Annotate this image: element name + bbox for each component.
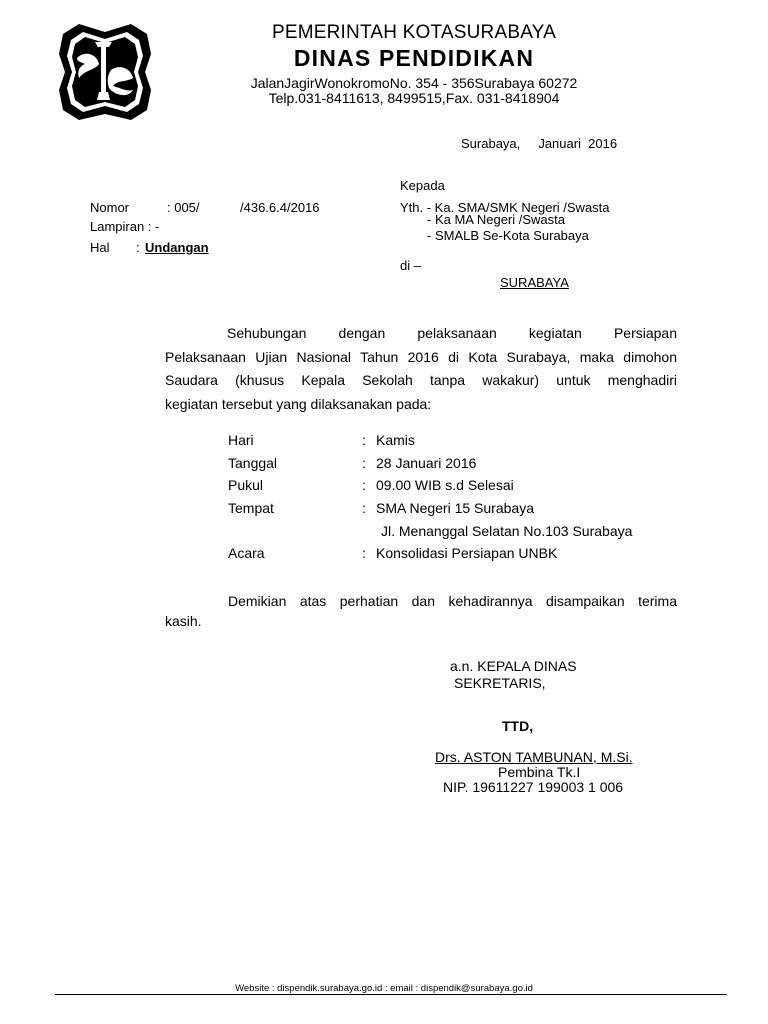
detail-value-pukul: 09.00 WIB s.d Selesai <box>376 477 514 493</box>
signature-an: a.n. KEPALA DINAS <box>450 658 577 674</box>
detail-label-tempat: Tempat <box>228 500 274 516</box>
signature-nip: NIP. 19611227 199003 1 006 <box>443 779 624 795</box>
recipient-line-1: Yth. - Ka. SMA/SMK Negeri /Swasta <box>400 200 610 215</box>
hal-label: Hal <box>90 240 110 255</box>
nomor-value: /436.6.4/2016 <box>240 200 320 215</box>
detail-value-acara: Konsolidasi Persiapan UNBK <box>376 545 558 561</box>
hal-value: Undangan <box>145 240 209 255</box>
detail-colon: : <box>362 455 366 471</box>
lampiran: Lampiran : - <box>90 219 160 234</box>
detail-colon: : <box>362 500 366 516</box>
signature-rank: Pembina Tk.I <box>498 764 581 780</box>
letter-date: Surabaya, Januari 2016 <box>461 136 618 151</box>
signature-name: Drs. ASTON TAMBUNAN, M.Si. <box>435 749 633 765</box>
body-line-2: Pelaksanaan Ujian Nasional Tahun 2016 di Kota Surabaya, maka dimohon <box>165 348 677 365</box>
body-line-3: Saudara (khusus Kepala Sekolah tanpa wakakur) untuk menghadiri <box>165 372 677 388</box>
detail-value-address: Jl. Menanggal Selatan No.103 Surabaya <box>381 523 633 539</box>
detail-label-pukul: Pukul <box>228 477 264 493</box>
letterhead-contact: Telp.031-8411613, 8499515,Fax. 031-8418904 <box>268 90 560 106</box>
nomor-prefix: : 005/ <box>167 200 200 215</box>
detail-colon: : <box>362 477 366 493</box>
letterhead-office: DINAS PENDIDIKAN <box>293 45 535 71</box>
letterhead-address: JalanJagirWonokromoNo. 354 - 356Surabaya 60272 <box>250 75 578 91</box>
signature-ttd: TTD, <box>502 718 534 734</box>
closing-line-1: Demikian atas perhatian dan kehadirannya disampaikan terima <box>228 593 677 609</box>
detail-value-tanggal: 28 Januari 2016 <box>376 455 477 471</box>
footer-divider <box>55 994 727 995</box>
detail-label-acara: Acara <box>228 545 265 561</box>
detail-value-hari: Kamis <box>376 432 415 448</box>
body-line-4: kegiatan tersebut yang dilaksanakan pada: <box>165 395 432 412</box>
recipient-kepada: Kepada <box>400 178 445 193</box>
detail-colon: : <box>362 545 366 561</box>
recipient-di: di – <box>400 258 421 273</box>
recipient-city: SURABAYA <box>500 275 569 290</box>
body-line-1: Sehubungan dengan pelaksanaan kegiatan Persiapan <box>227 325 677 341</box>
hal-separator: : <box>136 240 140 255</box>
detail-value-tempat: SMA Negeri 15 Surabaya <box>376 500 534 516</box>
letterhead-government: PEMERINTAH KOTASURABAYA <box>271 22 556 43</box>
footer-contact: Website : dispendik.surabaya.go.id : email : dispendik@surabaya.go.id <box>235 983 533 994</box>
recipient-line-2: - Ka MA Negeri /Swasta <box>427 212 565 227</box>
closing-line-2: kasih. <box>165 613 202 629</box>
body-paragraph <box>165 322 677 416</box>
detail-colon: : <box>362 432 366 448</box>
detail-label-hari: Hari <box>228 432 254 448</box>
recipient-line-3: - SMALB Se-Kota Surabaya <box>427 228 589 243</box>
signature-role: SEKRETARIS, <box>454 675 546 691</box>
detail-label-tanggal: Tanggal <box>228 455 278 471</box>
nomor-label: Nomor <box>90 200 130 215</box>
